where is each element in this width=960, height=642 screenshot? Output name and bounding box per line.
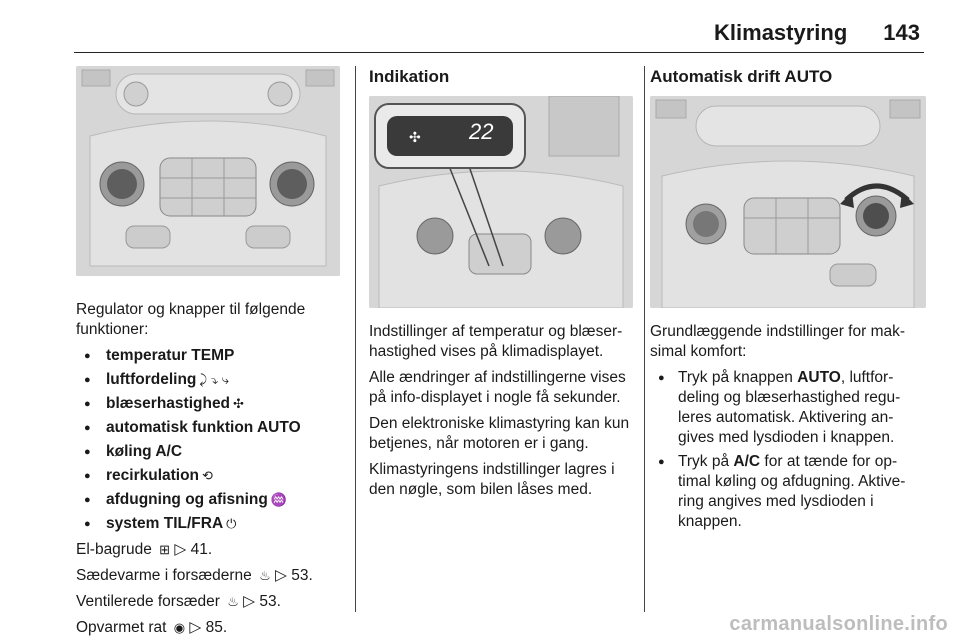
power-icon: ⏻ xyxy=(226,516,237,531)
rear-window-heater-icon: ⊞ xyxy=(159,542,171,557)
list-item: ● temperatur TEMP xyxy=(76,346,340,366)
seat-heating-icon: ♨ xyxy=(259,568,271,583)
column-controls xyxy=(76,66,340,638)
ref-heated-wheel: Opvarmet rat ◉ ▷ 85. xyxy=(76,619,228,636)
list-item: ● luftfordeling ⤸ ⤵ ⤷ xyxy=(76,370,340,390)
list-item: ● køling A/C xyxy=(76,442,340,462)
fan-icon: ✣ xyxy=(233,396,244,411)
list-item: ● Tryk på knappen AUTO, luftfor-deling og blæserhastighed regu-leres automatisk. Aktivering an-gives med lysdioden i knappen. xyxy=(650,368,926,448)
page-header xyxy=(714,20,920,46)
paragraph: Den elektroniske klimastyring kan kun betjenes, når motoren er i gang. xyxy=(369,415,630,452)
paragraph: Indstillinger af temperatur og blæser-hastighed vises på klimadisplayet. xyxy=(369,323,623,360)
ref-ventilated-seats: Ventilerede forsæder ♨ ▷ 53. xyxy=(76,593,281,610)
list-item: ● automatisk funktion AUTO xyxy=(76,418,340,438)
heated-steering-wheel-icon: ◉ xyxy=(173,620,186,635)
column-divider xyxy=(355,66,356,612)
auto-button-label: AUTO xyxy=(797,369,841,386)
list-item: ● system TIL/FRA ⏻ xyxy=(76,514,340,534)
list-item: ● blæserhastighed ✣ xyxy=(76,394,340,414)
column-divider xyxy=(644,66,645,612)
section-heading: Indikation xyxy=(369,67,450,86)
auto-control-illustration xyxy=(650,96,926,308)
feature-list xyxy=(76,346,340,534)
list-item: ● Tryk på A/C for at tænde for op-timal køling og afdugning. Aktive-ring angives med lysdioden i knappen. xyxy=(650,452,926,532)
paragraph: Klimastyringens indstillinger lagres i den nøgle, som bilen låses med. xyxy=(369,461,615,498)
air-distribution-icon: ⤸ ⤵ ⤷ xyxy=(199,372,229,387)
fan-display-icon: ✣ xyxy=(409,129,421,145)
ref-seat-heating: Sædevarme i forsæderne ♨ ▷ 53. xyxy=(76,567,313,584)
list-item: ● recirkulation ⟲ xyxy=(76,466,340,486)
instruction-list xyxy=(650,368,926,532)
ref-rear-window: El-bagrude ⊞ ▷ 41. xyxy=(76,541,213,558)
column-auto-mode xyxy=(650,66,926,532)
page-ref-icon[interactable]: ▷ xyxy=(189,619,202,636)
page-ref-icon[interactable]: ▷ xyxy=(275,567,287,584)
intro-text: Regulator og knapper til følgende funktioner: xyxy=(76,301,306,338)
ac-button-label: A/C xyxy=(733,453,761,470)
page-ref-icon[interactable]: ▷ xyxy=(243,593,256,610)
column-indication xyxy=(369,66,633,500)
watermark: carmanualsonline.info xyxy=(729,613,948,635)
header-rule xyxy=(74,52,924,53)
list-item: ● afdugning og afisning ♒ xyxy=(76,490,340,510)
defrost-icon: ♒ xyxy=(270,492,288,507)
climate-panel-illustration xyxy=(76,66,340,276)
display-temperature: 22 xyxy=(469,119,494,144)
auto-figure xyxy=(650,96,926,308)
page-number: 143 xyxy=(883,20,920,45)
recirculation-icon: ⟲ xyxy=(202,468,213,483)
display-figure xyxy=(369,96,633,308)
paragraph: Alle ændringer af indstillingerne vises på info-displayet i nogle få sekunder. xyxy=(369,369,626,406)
climate-panel-figure xyxy=(76,66,340,276)
climate-display-illustration xyxy=(369,96,633,308)
intro-text: Grundlæggende indstillinger for mak-simal komfort: xyxy=(650,323,906,360)
section-heading: Automatisk drift AUTO xyxy=(650,67,833,86)
seat-ventilation-icon: ♨ xyxy=(227,594,239,609)
section-title: Klimastyring xyxy=(714,20,848,45)
page-ref-icon[interactable]: ▷ xyxy=(174,541,187,558)
